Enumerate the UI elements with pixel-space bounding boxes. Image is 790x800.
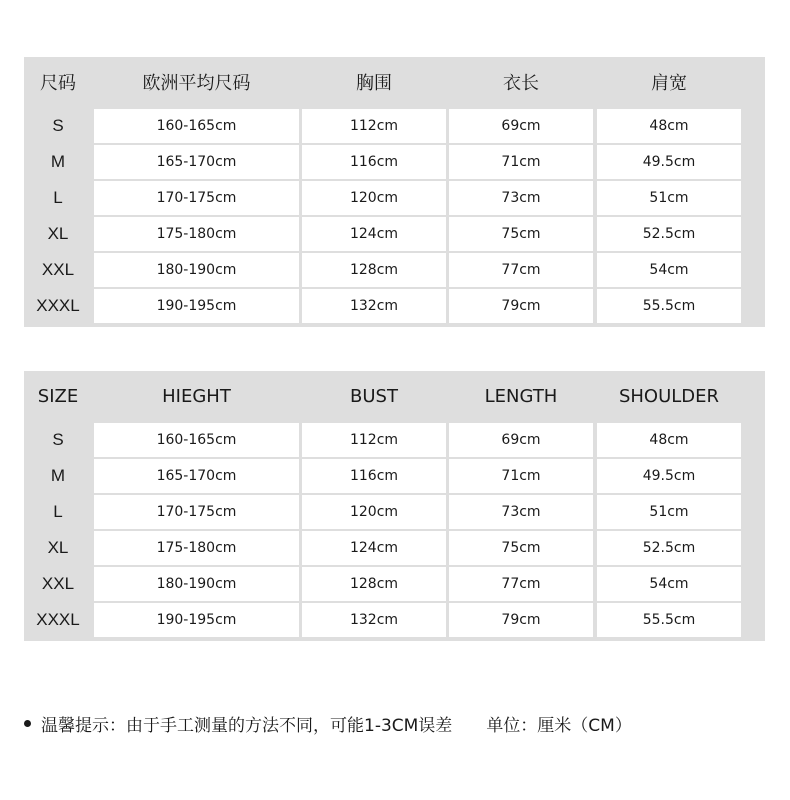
height-cell: 165-170cm: [94, 459, 299, 493]
bust-cell: 128cm: [302, 253, 446, 287]
size-table-english: [24, 371, 765, 641]
height-cell: 180-190cm: [94, 567, 299, 601]
length-cell: 75cm: [449, 217, 593, 251]
table-row: [24, 145, 765, 179]
shoulder-cell: 54cm: [597, 253, 741, 287]
header-size: 尺码: [40, 73, 76, 94]
bust-cell: 128cm: [302, 567, 446, 601]
size-cell: M: [50, 152, 66, 171]
bust-cell: 116cm: [302, 145, 446, 179]
table-header-row: [24, 371, 765, 421]
shoulder-cell: 54cm: [597, 567, 741, 601]
table-row: [24, 603, 765, 637]
size-cell: L: [53, 188, 63, 207]
height-cell: 180-190cm: [94, 253, 299, 287]
shoulder-cell: 49.5cm: [597, 459, 741, 493]
length-cell: 69cm: [449, 109, 593, 143]
height-cell: 170-175cm: [94, 181, 299, 215]
height-cell: 165-170cm: [94, 145, 299, 179]
height-cell: 175-180cm: [94, 531, 299, 565]
size-cell: XXXL: [36, 610, 80, 629]
length-cell: 71cm: [449, 145, 593, 179]
bust-cell: 132cm: [302, 289, 446, 323]
height-cell: 190-195cm: [94, 289, 299, 323]
header-length: LENGTH: [484, 385, 558, 407]
measurement-note: [22, 708, 632, 738]
bust-cell: 116cm: [302, 459, 446, 493]
bust-cell: 124cm: [302, 531, 446, 565]
size-cell: XL: [47, 224, 69, 243]
shoulder-cell: 55.5cm: [597, 603, 741, 637]
table-row: [24, 567, 765, 601]
length-cell: 79cm: [449, 289, 593, 323]
bust-cell: 112cm: [302, 109, 446, 143]
shoulder-cell: 51cm: [597, 181, 741, 215]
header-shoulder: SHOULDER: [618, 385, 720, 407]
height-cell: 175-180cm: [94, 217, 299, 251]
length-cell: 73cm: [449, 181, 593, 215]
shoulder-cell: 52.5cm: [597, 217, 741, 251]
table-row: [24, 289, 765, 323]
shoulder-cell: 48cm: [597, 109, 741, 143]
shoulder-cell: 51cm: [597, 495, 741, 529]
height-cell: 190-195cm: [94, 603, 299, 637]
table-row: [24, 217, 765, 251]
table-row: [24, 253, 765, 287]
length-cell: 77cm: [449, 567, 593, 601]
length-cell: 77cm: [449, 253, 593, 287]
size-cell: XXXL: [36, 296, 80, 315]
bust-cell: 132cm: [302, 603, 446, 637]
header-shoulder: 肩宽: [651, 73, 687, 94]
length-cell: 71cm: [449, 459, 593, 493]
size-table-chinese: [24, 57, 765, 327]
shoulder-cell: 48cm: [597, 423, 741, 457]
length-cell: 79cm: [449, 603, 593, 637]
table-header-row: [24, 57, 765, 107]
table-row: [24, 531, 765, 565]
size-cell: XL: [47, 538, 69, 557]
size-cell: S: [52, 116, 64, 135]
header-size: SIZE: [37, 385, 79, 407]
length-cell: 73cm: [449, 495, 593, 529]
size-cell: XXL: [41, 574, 75, 593]
note-text: 温馨提示：由于手工测量的方法不同，可能1-3CM误差: [41, 715, 453, 736]
size-cell: M: [50, 466, 66, 485]
bust-cell: 120cm: [302, 181, 446, 215]
size-cell: XXL: [41, 260, 75, 279]
table-row: [24, 109, 765, 143]
length-cell: 69cm: [449, 423, 593, 457]
header-bust: BUST: [350, 385, 398, 407]
bust-cell: 112cm: [302, 423, 446, 457]
shoulder-cell: 55.5cm: [597, 289, 741, 323]
table-row: [24, 459, 765, 493]
height-cell: 170-175cm: [94, 495, 299, 529]
length-cell: 75cm: [449, 531, 593, 565]
header-height: 欧洲平均尺码: [142, 73, 251, 94]
size-cell: L: [53, 502, 63, 521]
table-row: [24, 423, 765, 457]
bullet-icon: [24, 720, 31, 727]
table-row: [24, 495, 765, 529]
height-cell: 160-165cm: [94, 109, 299, 143]
header-bust: 胸围: [356, 73, 392, 94]
height-cell: 160-165cm: [94, 423, 299, 457]
size-cell: S: [52, 430, 64, 449]
shoulder-cell: 52.5cm: [597, 531, 741, 565]
header-height: HIEGHT: [162, 385, 231, 407]
bust-cell: 120cm: [302, 495, 446, 529]
shoulder-cell: 49.5cm: [597, 145, 741, 179]
unit-text: 单位：厘米（CM）: [486, 715, 632, 736]
bust-cell: 124cm: [302, 217, 446, 251]
header-length: 衣长: [503, 73, 539, 94]
table-row: [24, 181, 765, 215]
